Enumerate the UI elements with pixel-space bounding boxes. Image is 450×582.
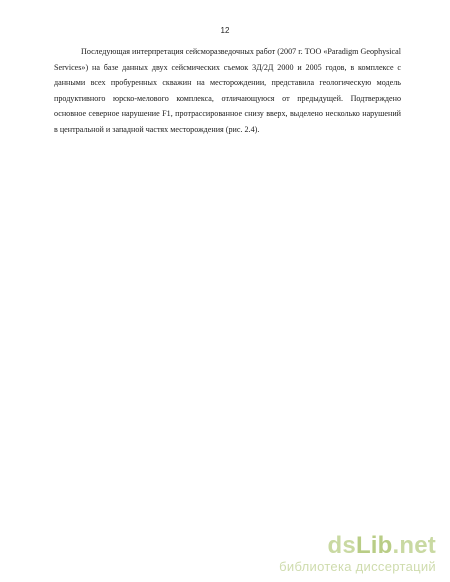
watermark-logo-lib: Lib	[355, 532, 393, 559]
watermark-logo	[236, 533, 436, 559]
watermark-tagline: библиотека диссертаций	[279, 559, 436, 574]
watermark	[236, 533, 436, 574]
watermark-logo-ds: ds	[327, 532, 356, 559]
body-paragraph: Последующая интерпретация сейсморазведочных работ (2007 г. ТОО «Paradigm Geophysical Services») на базе данных двух сейсмических съемок 3Д/2Д 2000 и 2005 годов, в комплексе с данными всех пробуренных скважин на месторождении, представила геологическую модель продуктивного юрско-мелового комплекса, отличающуюся от предыдущей. Подтверждено основное северное нарушение F1, протрассированное снизу вверх, выделено несколько нарушений в центральной и западной частях месторождения (рис. 2.4).	[54, 47, 401, 134]
watermark-logo-net: .net	[392, 532, 436, 559]
page-number: 12	[220, 26, 230, 35]
